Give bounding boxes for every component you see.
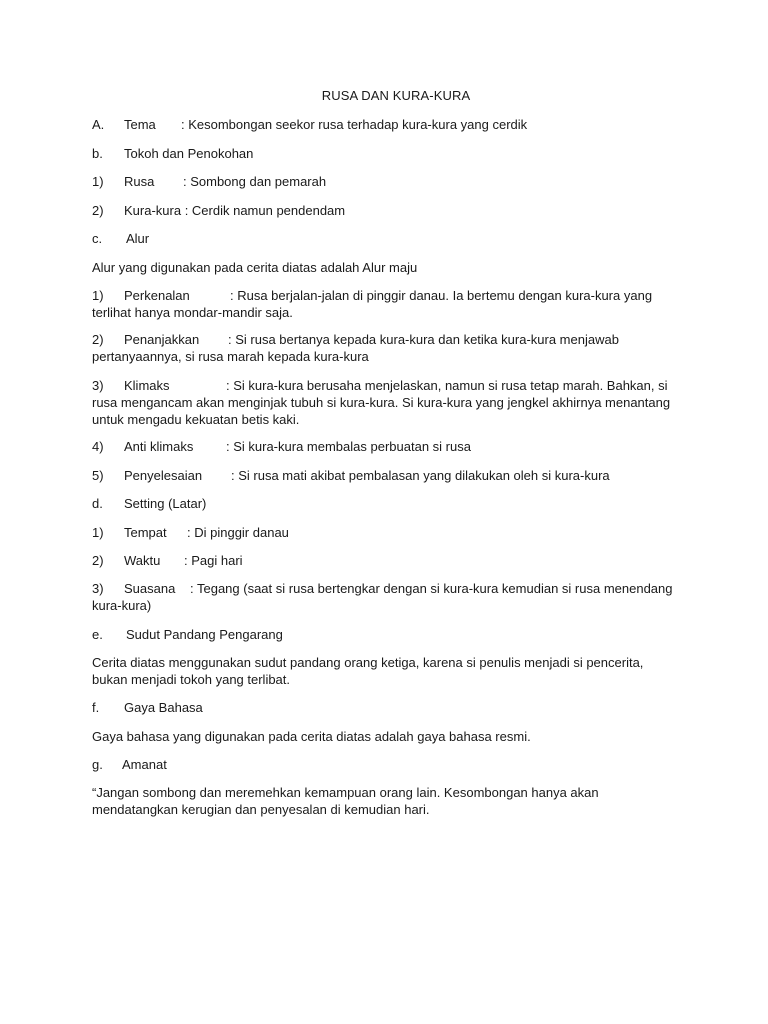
section-marker: f. (92, 700, 100, 715)
item-label: Waktu (124, 553, 161, 568)
item-value: : Di pinggir danau (187, 525, 289, 540)
gaya-bahasa-text: Gaya bahasa yang digunakan pada cerita diatas adalah gaya bahasa resmi. (92, 729, 531, 744)
item-marker: 3) (92, 581, 104, 596)
item-marker: 5) (92, 468, 104, 483)
section-marker: b. (92, 146, 103, 161)
item-label: Penyelesaian (124, 468, 203, 483)
item-marker: 2) (92, 203, 104, 218)
setting-item-suasana (92, 580, 682, 614)
section-label: Tokoh dan Penokohan (124, 146, 254, 161)
section-label: Amanat (122, 757, 167, 772)
section-marker: e. (92, 627, 103, 642)
item-value: : Si kura-kura membalas perbuatan si rusa (226, 439, 471, 454)
item-value: : Si rusa bertanya kepada kura-kura dan ketika kura-kura menjawab pertanyaannya, si rusa marah kepada kura-kura (92, 332, 619, 364)
item-value: : Tegang (saat si rusa bertengkar dengan si kura-kura kemudian si rusa menendang kura-kura) (92, 581, 673, 613)
alur-text: Alur yang digunakan pada cerita diatas adalah Alur maju (92, 260, 418, 275)
item-marker: 3) (92, 378, 104, 393)
item-value: : Si rusa mati akibat pembalasan yang dilakukan oleh si kura-kura (231, 468, 610, 483)
setting-item-tempat (92, 524, 682, 541)
item-label: Kura-kura (124, 203, 182, 218)
section-marker: c. (92, 231, 103, 246)
item-label: Penanjakkan (124, 332, 200, 347)
section-marker: d. (92, 496, 103, 511)
section-label: Alur (126, 231, 150, 246)
item-label: Perkenalan (124, 288, 190, 303)
item-value: : Pagi hari (184, 553, 243, 568)
section-label: Tema (124, 117, 156, 132)
item-marker: 2) (92, 332, 104, 347)
item-label: Klimaks (124, 378, 170, 393)
item-label: Suasana (124, 581, 176, 596)
alur-item-penyelesaian (92, 467, 682, 484)
sudut-pandang-text: Cerita diatas menggunakan sudut pandang orang ketiga, karena si penulis menjadi si pencerita, bukan menjadi tokoh yang terlibat. (92, 655, 644, 687)
section-sudut-pandang (92, 626, 682, 643)
item-value: : Rusa berjalan-jalan di pinggir danau. Ia bertemu dengan kura-kura yang terlihat hanya mondar-mandir saja. (92, 288, 653, 320)
section-setting (92, 495, 682, 512)
item-value: : Si kura-kura berusaha menjelaskan, namun si rusa tetap marah. Bahkan, si rusa mengancam akan menginjak tubuh si kura-kura. Si kura-kura yang jengkel akhirnya menantang untuk mengadu kekuatan betis kaki. (92, 378, 671, 427)
item-marker: 1) (92, 174, 104, 189)
item-marker: 1) (92, 288, 104, 303)
section-alur (92, 230, 682, 247)
section-marker: A. (92, 117, 105, 132)
item-label: Tempat (124, 525, 167, 540)
item-label: Anti klimaks (124, 439, 194, 454)
section-tokoh (92, 145, 682, 162)
section-label: Sudut Pandang Pengarang (126, 627, 283, 642)
section-label: Setting (Latar) (124, 496, 207, 511)
setting-item-waktu (92, 552, 682, 569)
alur-item-anti-klimaks (92, 438, 682, 455)
item-marker: 4) (92, 439, 104, 454)
alur-item-perkenalan (92, 287, 682, 321)
section-value: : Kesombongan seekor rusa terhadap kura-kura yang cerdik (181, 117, 528, 132)
item-label: Rusa (124, 174, 155, 189)
tokoh-item-rusa (92, 173, 682, 190)
alur-item-klimaks (92, 377, 682, 428)
section-label: Gaya Bahasa (124, 700, 203, 715)
section-marker: g. (92, 757, 103, 772)
section-amanat (92, 756, 682, 773)
item-value: : Cerdik namun pendendam (181, 203, 346, 218)
amanat-text: “Jangan sombong dan meremehkan kemampuan orang lain. Kesombongan hanya akan mendatangkan kerugian dan penyesalan di kemudian hari. (92, 785, 599, 817)
section-tema (92, 116, 682, 133)
tokoh-item-kura-kura (92, 202, 682, 219)
item-marker: 1) (92, 525, 104, 540)
alur-item-penanjakkan (92, 331, 682, 365)
document-title: RUSA DAN KURA-KURA (321, 88, 471, 103)
section-gaya-bahasa (92, 699, 682, 716)
item-marker: 2) (92, 553, 104, 568)
item-value: : Sombong dan pemarah (183, 174, 327, 189)
